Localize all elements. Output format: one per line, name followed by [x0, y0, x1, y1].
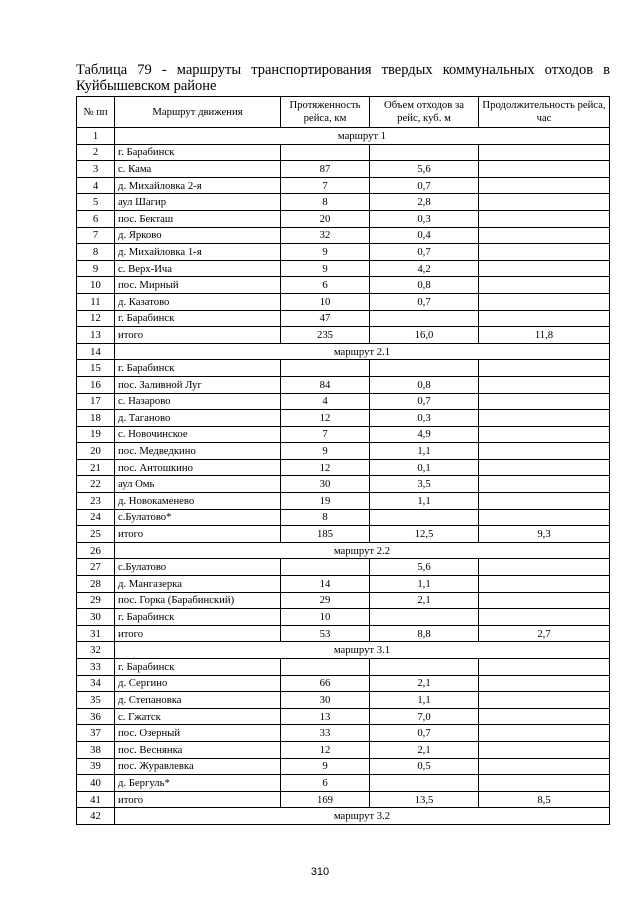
row-number-cell: 18 [77, 410, 115, 427]
row-number-cell: 6 [77, 210, 115, 227]
duration-cell: 8,5 [479, 791, 610, 808]
duration-cell [479, 144, 610, 161]
table-row [77, 708, 610, 725]
table-row [77, 426, 610, 443]
table-row [77, 277, 610, 294]
row-number-cell: 38 [77, 741, 115, 758]
volume-cell: 0,7 [370, 393, 479, 410]
table-row [77, 310, 610, 327]
row-number-cell: 1 [77, 128, 115, 145]
section-row [77, 343, 610, 360]
row-number-cell: 3 [77, 161, 115, 178]
volume-cell [370, 659, 479, 676]
duration-cell [479, 659, 610, 676]
section-row [77, 642, 610, 659]
row-number-cell: 40 [77, 775, 115, 792]
volume-cell: 3,5 [370, 476, 479, 493]
volume-cell: 5,6 [370, 559, 479, 576]
table-row [77, 659, 610, 676]
volume-cell: 4,9 [370, 426, 479, 443]
duration-cell [479, 310, 610, 327]
route-point-cell: с. Назарово [115, 393, 281, 410]
duration-cell [479, 609, 610, 626]
row-number-cell: 33 [77, 659, 115, 676]
volume-cell: 0,3 [370, 210, 479, 227]
route-point-cell: д. Михайловка 1-я [115, 244, 281, 261]
duration-cell [479, 277, 610, 294]
duration-cell [479, 227, 610, 244]
duration-cell [479, 692, 610, 709]
duration-cell [479, 177, 610, 194]
length-cell: 33 [281, 725, 370, 742]
row-number-cell: 14 [77, 343, 115, 360]
row-number-cell: 19 [77, 426, 115, 443]
length-cell: 9 [281, 260, 370, 277]
length-cell: 9 [281, 758, 370, 775]
length-cell: 185 [281, 526, 370, 543]
length-cell: 6 [281, 775, 370, 792]
route-point-cell: пос. Веснянка [115, 741, 281, 758]
table-row [77, 625, 610, 642]
route-point-cell: г. Барабинск [115, 360, 281, 377]
volume-cell: 1,1 [370, 576, 479, 593]
route-point-cell: итого [115, 791, 281, 808]
row-number-cell: 22 [77, 476, 115, 493]
table-row [77, 410, 610, 427]
row-number-cell: 39 [77, 758, 115, 775]
header-row [77, 97, 610, 128]
length-cell: 12 [281, 741, 370, 758]
route-point-cell: д. Казатово [115, 293, 281, 310]
section-row [77, 808, 610, 825]
row-number-cell: 10 [77, 277, 115, 294]
route-point-cell: д. Ярково [115, 227, 281, 244]
table-row [77, 260, 610, 277]
duration-cell [479, 559, 610, 576]
row-number-cell: 31 [77, 625, 115, 642]
row-number-cell: 25 [77, 526, 115, 543]
length-cell: 30 [281, 692, 370, 709]
table-row [77, 791, 610, 808]
table-row [77, 293, 610, 310]
volume-cell: 0,7 [370, 244, 479, 261]
duration-cell: 9,3 [479, 526, 610, 543]
length-cell: 32 [281, 227, 370, 244]
route-section-title: маршрут 3.1 [115, 642, 610, 659]
header-length: Протяженность рейса, км [281, 97, 370, 128]
volume-cell: 1,1 [370, 692, 479, 709]
table-row [77, 725, 610, 742]
table-row [77, 609, 610, 626]
route-point-cell: пос. Озерный [115, 725, 281, 742]
table-row [77, 443, 610, 460]
duration-cell [479, 708, 610, 725]
row-number-cell: 30 [77, 609, 115, 626]
volume-cell: 5,6 [370, 161, 479, 178]
table-row [77, 692, 610, 709]
table-row [77, 144, 610, 161]
volume-cell: 7,0 [370, 708, 479, 725]
duration-cell [479, 194, 610, 211]
volume-cell [370, 360, 479, 377]
route-point-cell: д. Таганово [115, 410, 281, 427]
row-number-cell: 21 [77, 459, 115, 476]
table-row [77, 360, 610, 377]
row-number-cell: 42 [77, 808, 115, 825]
length-cell: 6 [281, 277, 370, 294]
route-point-cell: пос. Горка (Барабинский) [115, 592, 281, 609]
table-caption: Таблица 79 - маршруты транспортирования твердых коммунальных отходов в Куйбышевском районе [76, 62, 610, 94]
table-body [77, 128, 610, 825]
row-number-cell: 5 [77, 194, 115, 211]
volume-cell: 2,8 [370, 194, 479, 211]
table-row [77, 526, 610, 543]
volume-cell: 16,0 [370, 327, 479, 344]
length-cell [281, 659, 370, 676]
volume-cell [370, 144, 479, 161]
duration-cell [479, 260, 610, 277]
duration-cell: 11,8 [479, 327, 610, 344]
route-point-cell: д. Степановка [115, 692, 281, 709]
route-point-cell: итого [115, 327, 281, 344]
volume-cell: 8,8 [370, 625, 479, 642]
route-point-cell: пос. Медведкино [115, 443, 281, 460]
length-cell: 169 [281, 791, 370, 808]
route-point-cell: итого [115, 526, 281, 543]
duration-cell [479, 161, 610, 178]
table-row [77, 376, 610, 393]
route-point-cell: д. Михайловка 2-я [115, 177, 281, 194]
route-point-cell: с.Булатово [115, 559, 281, 576]
table-row [77, 576, 610, 593]
length-cell: 30 [281, 476, 370, 493]
volume-cell: 0,1 [370, 459, 479, 476]
length-cell: 20 [281, 210, 370, 227]
row-number-cell: 9 [77, 260, 115, 277]
page-number: 310 [310, 866, 330, 878]
volume-cell: 1,1 [370, 493, 479, 510]
route-point-cell: г. Барабинск [115, 144, 281, 161]
table-row [77, 161, 610, 178]
row-number-cell: 26 [77, 542, 115, 559]
table-row [77, 493, 610, 510]
route-point-cell: г. Барабинск [115, 609, 281, 626]
route-section-title: маршрут 2.1 [115, 343, 610, 360]
length-cell: 87 [281, 161, 370, 178]
volume-cell: 0,7 [370, 177, 479, 194]
table-row [77, 758, 610, 775]
length-cell [281, 559, 370, 576]
routes-table [76, 96, 610, 825]
table-row [77, 227, 610, 244]
row-number-cell: 4 [77, 177, 115, 194]
table-row [77, 741, 610, 758]
length-cell: 8 [281, 509, 370, 526]
duration-cell [479, 576, 610, 593]
row-number-cell: 13 [77, 327, 115, 344]
volume-cell: 13,5 [370, 791, 479, 808]
duration-cell [479, 741, 610, 758]
route-point-cell: с. Кама [115, 161, 281, 178]
route-point-cell: с. Верх-Ича [115, 260, 281, 277]
row-number-cell: 17 [77, 393, 115, 410]
duration-cell [479, 293, 610, 310]
table-row [77, 675, 610, 692]
header-duration: Продолжительность рейса, час [479, 97, 610, 128]
duration-cell [479, 393, 610, 410]
duration-cell [479, 410, 610, 427]
header-route: Маршрут движения [115, 97, 281, 128]
length-cell: 8 [281, 194, 370, 211]
volume-cell: 0,8 [370, 376, 479, 393]
row-number-cell: 29 [77, 592, 115, 609]
route-point-cell: итого [115, 625, 281, 642]
length-cell: 53 [281, 625, 370, 642]
length-cell: 9 [281, 244, 370, 261]
table-row [77, 244, 610, 261]
volume-cell: 0,7 [370, 293, 479, 310]
row-number-cell: 28 [77, 576, 115, 593]
length-cell: 66 [281, 675, 370, 692]
row-number-cell: 16 [77, 376, 115, 393]
length-cell: 19 [281, 493, 370, 510]
length-cell: 7 [281, 426, 370, 443]
length-cell: 29 [281, 592, 370, 609]
section-row [77, 128, 610, 145]
route-point-cell: д. Мангазерка [115, 576, 281, 593]
table-row [77, 210, 610, 227]
duration-cell [479, 443, 610, 460]
route-point-cell: г. Барабинск [115, 659, 281, 676]
duration-cell [479, 592, 610, 609]
row-number-cell: 24 [77, 509, 115, 526]
length-cell: 47 [281, 310, 370, 327]
duration-cell [479, 493, 610, 510]
route-point-cell: пос. Заливной Луг [115, 376, 281, 393]
length-cell: 10 [281, 609, 370, 626]
table-row [77, 393, 610, 410]
table-row [77, 509, 610, 526]
row-number-cell: 41 [77, 791, 115, 808]
row-number-cell: 32 [77, 642, 115, 659]
length-cell: 14 [281, 576, 370, 593]
row-number-cell: 11 [77, 293, 115, 310]
length-cell: 13 [281, 708, 370, 725]
volume-cell: 4,2 [370, 260, 479, 277]
route-section-title: маршрут 2.2 [115, 542, 610, 559]
volume-cell: 2,1 [370, 675, 479, 692]
row-number-cell: 20 [77, 443, 115, 460]
route-point-cell: д. Новокаменево [115, 493, 281, 510]
row-number-cell: 7 [77, 227, 115, 244]
route-point-cell: аул Омь [115, 476, 281, 493]
length-cell: 9 [281, 443, 370, 460]
volume-cell: 0,5 [370, 758, 479, 775]
row-number-cell: 35 [77, 692, 115, 709]
volume-cell [370, 509, 479, 526]
duration-cell [479, 675, 610, 692]
header-num: № пп [77, 97, 115, 128]
volume-cell [370, 310, 479, 327]
route-point-cell: пос. Антошкино [115, 459, 281, 476]
row-number-cell: 36 [77, 708, 115, 725]
header-volume: Объем отходов за рейс, куб. м [370, 97, 479, 128]
length-cell [281, 360, 370, 377]
duration-cell [479, 725, 610, 742]
volume-cell: 0,4 [370, 227, 479, 244]
duration-cell [479, 244, 610, 261]
duration-cell: 2,7 [479, 625, 610, 642]
length-cell: 10 [281, 293, 370, 310]
row-number-cell: 34 [77, 675, 115, 692]
volume-cell: 12,5 [370, 526, 479, 543]
row-number-cell: 23 [77, 493, 115, 510]
route-point-cell: д. Сергино [115, 675, 281, 692]
length-cell: 7 [281, 177, 370, 194]
duration-cell [479, 459, 610, 476]
row-number-cell: 12 [77, 310, 115, 327]
volume-cell: 0,3 [370, 410, 479, 427]
volume-cell: 1,1 [370, 443, 479, 460]
table-row [77, 327, 610, 344]
route-point-cell: с.Булатово* [115, 509, 281, 526]
length-cell: 12 [281, 459, 370, 476]
duration-cell [479, 426, 610, 443]
volume-cell: 2,1 [370, 741, 479, 758]
route-point-cell: д. Бергуль* [115, 775, 281, 792]
route-section-title: маршрут 3.2 [115, 808, 610, 825]
length-cell: 235 [281, 327, 370, 344]
volume-cell [370, 609, 479, 626]
length-cell: 84 [281, 376, 370, 393]
table-row [77, 194, 610, 211]
section-row [77, 542, 610, 559]
row-number-cell: 8 [77, 244, 115, 261]
duration-cell [479, 758, 610, 775]
duration-cell [479, 476, 610, 493]
route-point-cell: пос. Журавлевка [115, 758, 281, 775]
route-point-cell: с. Новочинское [115, 426, 281, 443]
route-point-cell: с. Гжатск [115, 708, 281, 725]
row-number-cell: 27 [77, 559, 115, 576]
length-cell [281, 144, 370, 161]
volume-cell: 0,7 [370, 725, 479, 742]
duration-cell [479, 376, 610, 393]
row-number-cell: 2 [77, 144, 115, 161]
route-point-cell: пос. Бекташ [115, 210, 281, 227]
duration-cell [479, 509, 610, 526]
table-row [77, 177, 610, 194]
volume-cell: 2,1 [370, 592, 479, 609]
route-point-cell: аул Шагир [115, 194, 281, 211]
length-cell: 12 [281, 410, 370, 427]
row-number-cell: 37 [77, 725, 115, 742]
table-row [77, 459, 610, 476]
route-point-cell: пос. Мирный [115, 277, 281, 294]
row-number-cell: 15 [77, 360, 115, 377]
volume-cell: 0,8 [370, 277, 479, 294]
route-point-cell: г. Барабинск [115, 310, 281, 327]
table-row [77, 775, 610, 792]
duration-cell [479, 775, 610, 792]
duration-cell [479, 210, 610, 227]
duration-cell [479, 360, 610, 377]
table-row [77, 476, 610, 493]
table-row [77, 559, 610, 576]
volume-cell [370, 775, 479, 792]
route-section-title: маршрут 1 [115, 128, 610, 145]
table-row [77, 592, 610, 609]
length-cell: 4 [281, 393, 370, 410]
